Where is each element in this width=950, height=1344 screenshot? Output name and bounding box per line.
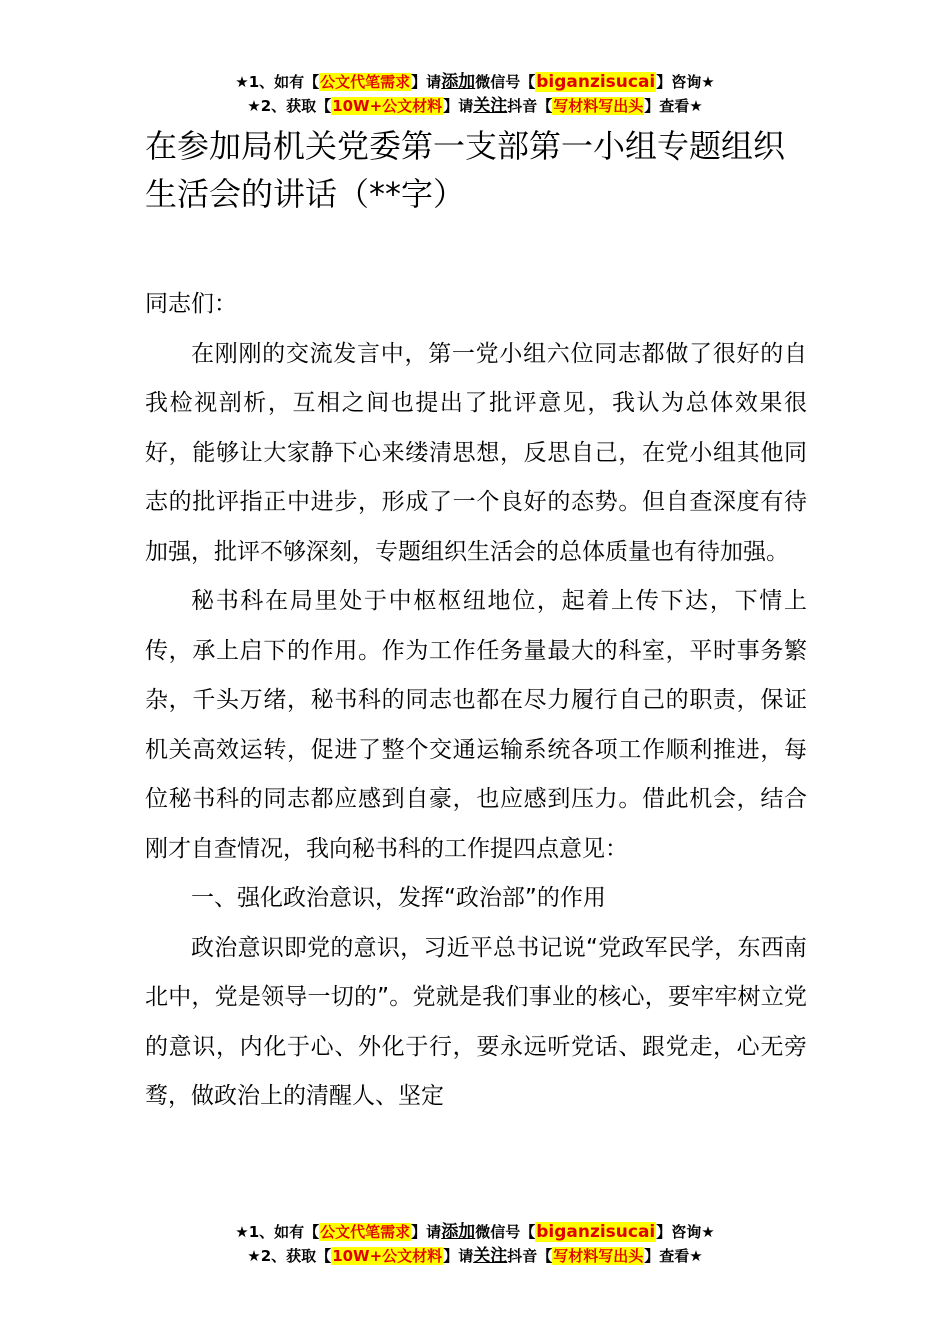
promo-text: ★1、如有【 <box>235 73 320 91</box>
promo-underline: 添加 <box>441 72 476 92</box>
promo-banner-bottom <box>0 1220 950 1268</box>
promo-text: 】请 <box>411 73 442 91</box>
promo-highlight: 公文代笔需求 <box>320 1223 411 1241</box>
promo-text: 微信号【 <box>475 1223 536 1241</box>
section-heading-1: 一、强化政治意识，发挥“政治部”的作用 <box>191 885 606 911</box>
promo-highlight: 10W+公文材料 <box>332 97 443 115</box>
promo-highlight: 公文代笔需求 <box>320 73 411 91</box>
promo-line-2 <box>0 1244 950 1268</box>
promo-highlight-douyin: 写材料写出头 <box>553 97 644 115</box>
promo-underline: 添加 <box>441 1222 476 1242</box>
promo-highlight-wechat: biganzisucai <box>536 1222 656 1242</box>
promo-text: 】请 <box>411 1223 442 1241</box>
paragraph-1: 在刚刚的交流发言中，第一党小组六位同志都做了很好的自我检视剖析，互相之间也提出了批评意见，我认为总体效果很好，能够让大家静下心来缕清思想，反思自己，在党小组其他同志的批评指正中进步，形成了一个良好的态势。但自查深度有待加强，批评不够深刻，专题组织生活会的总体质量也有待加强。 <box>145 340 807 565</box>
promo-banner-top <box>0 70 950 118</box>
salutation: 同志们： <box>145 291 237 317</box>
promo-text: 微信号【 <box>475 73 536 91</box>
promo-line-2 <box>0 94 950 118</box>
promo-text: 】查看★ <box>644 97 703 115</box>
promo-highlight-douyin: 写材料写出头 <box>553 1247 644 1265</box>
promo-text: 】咨询★ <box>656 73 715 91</box>
promo-highlight: 10W+公文材料 <box>332 1247 443 1265</box>
promo-underline: 关注 <box>473 1246 508 1266</box>
promo-line-1 <box>0 70 950 94</box>
promo-text: ★2、获取【 <box>247 97 332 115</box>
promo-highlight-wechat: biganzisucai <box>536 72 656 92</box>
promo-line-1 <box>0 1220 950 1244</box>
promo-text: 】咨询★ <box>656 1223 715 1241</box>
promo-text: ★1、如有【 <box>235 1223 320 1241</box>
promo-text: 抖音【 <box>507 97 553 115</box>
document-body <box>145 122 807 1122</box>
promo-underline: 关注 <box>473 96 508 116</box>
document-title: 在参加局机关党委第一支部第一小组专题组织生活会的讲话（**字） <box>145 127 786 213</box>
promo-text: 】请 <box>443 97 474 115</box>
paragraph-2: 秘书科在局里处于中枢枢纽地位，起着上传下达，下情上传，承上启下的作用。作为工作任务量最大的科室，平时事务繁杂，千头万绪，秘书科的同志也都在尽力履行自己的职责，保证机关高效运转，促进了整个交通运输系统各项工作顺利推进，每位秘书科的同志都应感到自豪，也应感到压力。借此机会，结合刚才自查情况，我向秘书科的工作提四点意见： <box>145 588 807 862</box>
paragraph-3: 政治意识即党的意识，习近平总书记说“党政军民学，东西南北中，党是领导一切的”。党就是我们事业的核心，要牢牢树立党的意识，内化于心、外化于行，要永远听党话、跟党走，心无旁骛，做政治上的清醒人、坚定 <box>145 934 807 1109</box>
promo-text: ★2、获取【 <box>247 1247 332 1265</box>
promo-text: 】请 <box>443 1247 474 1265</box>
promo-text: 抖音【 <box>507 1247 553 1265</box>
promo-text: 】查看★ <box>644 1247 703 1265</box>
